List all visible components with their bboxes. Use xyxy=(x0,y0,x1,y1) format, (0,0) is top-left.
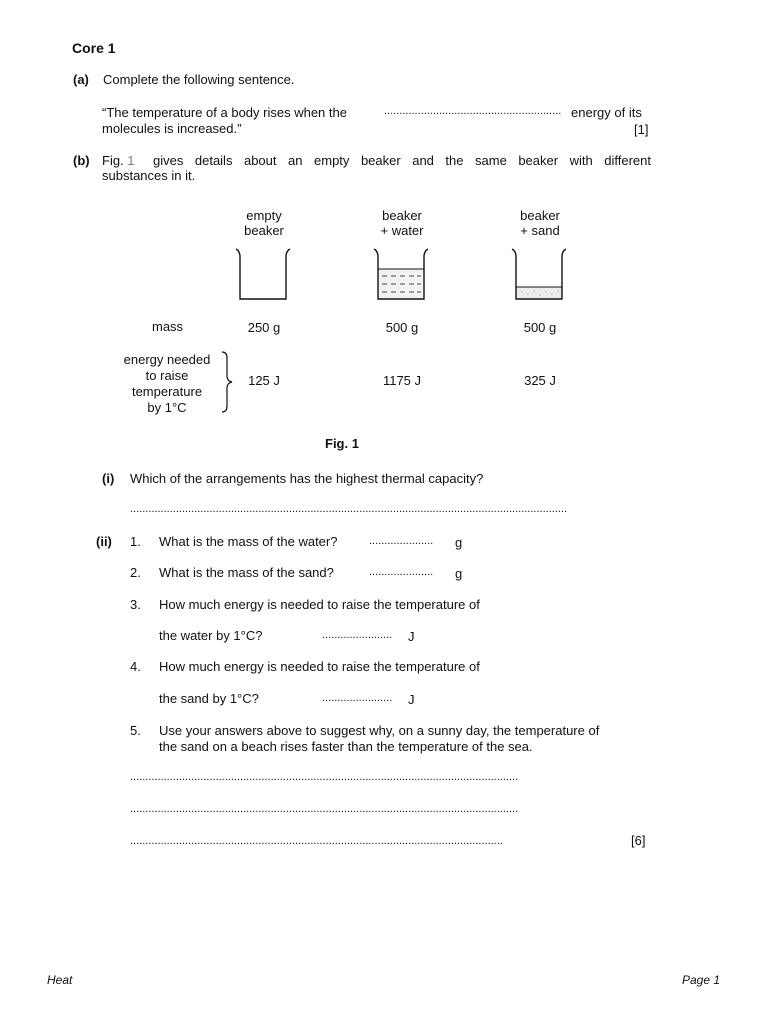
q-ii-4-text: How much energy is needed to raise the temperature of xyxy=(159,659,480,674)
part-b-marks: [6] xyxy=(631,833,646,848)
q-ii-1-text: What is the mass of the water? xyxy=(159,534,338,549)
q-ii-3-text: How much energy is needed to raise the temperature of xyxy=(159,597,480,612)
energy-label-line4: by 1°C xyxy=(147,400,187,415)
mass-water-value: 500 g xyxy=(385,320,419,335)
part-a-label: (a) xyxy=(73,72,89,87)
fig-col-water-title-1: beaker xyxy=(382,208,422,223)
energy-water-value: 1175 J xyxy=(382,373,422,388)
fig-col-empty-title-2: beaker xyxy=(244,223,284,238)
energy-sand-value: 325 J xyxy=(524,373,556,388)
energy-empty-value: 125 J xyxy=(248,373,280,388)
fig-col-empty-title xyxy=(224,208,304,238)
part-a-sentence-line2: molecules is increased.” xyxy=(102,121,242,136)
q-ii-5-text: Use your answers above to suggest why, on a sunny day, the temperature of xyxy=(159,723,600,738)
figure-caption: Fig. 1 xyxy=(325,436,359,451)
section-heading: Core 1 xyxy=(72,40,116,56)
q-ii-2-answer-blank[interactable]: ..................... xyxy=(369,566,434,578)
part-b-label: (b) xyxy=(73,153,90,168)
q-ii-3-number: 3. xyxy=(130,597,141,612)
part-a-sentence-end: energy of its xyxy=(571,105,642,120)
q-ii-3-answer-blank[interactable]: ....................... xyxy=(322,629,393,641)
fig-col-sand-title-2: + sand xyxy=(520,223,560,238)
footer-topic: Heat xyxy=(47,973,73,987)
fig-col-empty-title-1: empty xyxy=(246,208,282,223)
q-ii-5-answer-line-2[interactable]: ............................................................................................................................... xyxy=(130,803,519,815)
empty-beaker-diagram xyxy=(232,247,294,303)
part-a-answer-blank[interactable]: .......................................................... xyxy=(384,105,562,117)
fig-col-sand-title-1: beaker xyxy=(520,208,560,223)
part-b-intro-fig xyxy=(102,153,135,168)
part-b-intro-line2: substances in it. xyxy=(102,168,196,183)
q-ii-5-answer-line-1[interactable]: ............................................................................................................................... xyxy=(130,771,519,783)
q-ii-2-unit: g xyxy=(455,566,463,581)
q-ii-4-answer-blank[interactable]: ....................... xyxy=(322,692,393,704)
mass-sand-value: 500 g xyxy=(523,320,557,335)
sand-beaker-diagram xyxy=(508,247,570,303)
fig-col-water-title xyxy=(362,208,442,238)
q-ii-5-answer-line-3[interactable]: .......................................................................................................................... xyxy=(130,835,503,847)
part-a-marks: [1] xyxy=(634,122,649,137)
fig-col-sand-title xyxy=(500,208,580,238)
question-i-label: (i) xyxy=(102,471,115,486)
q-ii-5-number: 5. xyxy=(130,723,141,738)
question-i-answer-line[interactable]: ............................................................................................................................................... xyxy=(130,503,568,515)
question-ii-label: (ii) xyxy=(96,534,112,549)
q-ii-1-unit: g xyxy=(455,535,463,550)
part-b-intro-line1: gives details about an empty beaker and the same beaker with different xyxy=(153,153,651,168)
mass-empty-value: 250 g xyxy=(247,320,281,335)
q-ii-2-number: 2. xyxy=(130,565,141,580)
energy-row-label xyxy=(112,352,222,416)
question-i-text: Which of the arrangements has the highest thermal capacity? xyxy=(130,471,484,486)
q-ii-1-number: 1. xyxy=(130,534,141,549)
q-ii-3-unit: J xyxy=(408,629,415,644)
water-beaker-diagram xyxy=(370,247,432,303)
fig-col-water-title-2: + water xyxy=(380,223,424,238)
q-ii-4-text-line2: the sand by 1°C? xyxy=(159,691,259,706)
q-ii-4-unit: J xyxy=(408,692,415,707)
q-ii-5-text-line2: the sand on a beach rises faster than the temperature of the sea. xyxy=(159,739,533,754)
energy-label-line1: energy needed xyxy=(123,352,211,367)
energy-label-line2: to raise xyxy=(145,368,189,383)
q-ii-4-number: 4. xyxy=(130,659,141,674)
mass-row-label: mass xyxy=(152,319,184,334)
part-a-instruction: Complete the following sentence. xyxy=(103,72,295,87)
q-ii-2-text: What is the mass of the sand? xyxy=(159,565,334,580)
q-ii-1-answer-blank[interactable]: ..................... xyxy=(369,535,434,547)
energy-label-line3: temperature xyxy=(131,384,203,399)
part-b-intro-fig-word: Fig. xyxy=(102,153,124,168)
footer-page-number: Page 1 xyxy=(682,973,721,987)
fig-number-link[interactable]: 1 xyxy=(127,153,135,168)
part-a-sentence-start: “The temperature of a body rises when the xyxy=(102,105,347,120)
q-ii-3-text-line2: the water by 1°C? xyxy=(159,628,263,643)
